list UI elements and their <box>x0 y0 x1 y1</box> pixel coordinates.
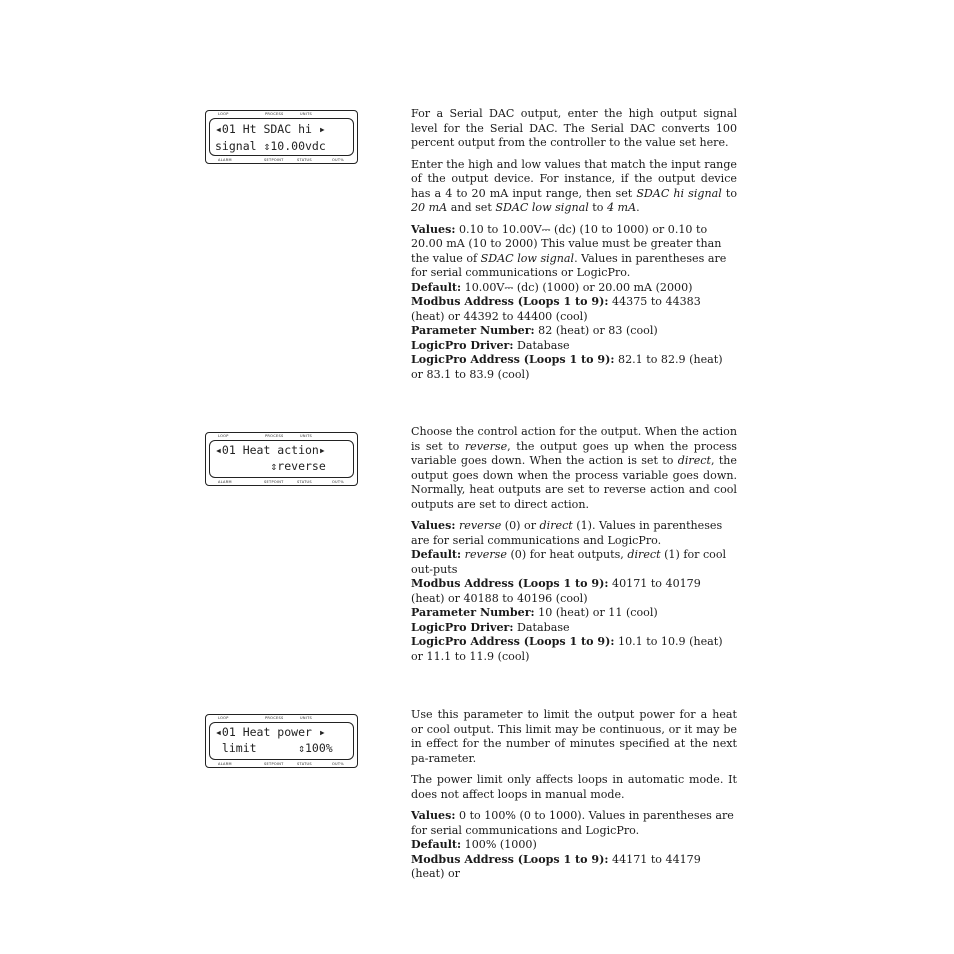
text-run: 10.00V⎓ (dc) (1000) or 20.00 mA (2000) <box>461 280 693 294</box>
lcd-label-units: UNITS <box>300 716 313 720</box>
field-row <box>411 295 737 324</box>
text-run: . <box>636 201 640 214</box>
field-label: Default: <box>411 280 462 294</box>
section-text-heat-power-limit <box>411 708 737 882</box>
lcd-line-2: signal ⇕10.00vdc <box>215 139 326 153</box>
text-run: 0 to 100% (0 to 1000). Values in parentheses are for serial communications and LogicPro. <box>411 809 734 837</box>
text-run: to <box>588 201 607 214</box>
field-label: LogicPro Address (Loops 1 to 9): <box>411 353 615 366</box>
lcd-label-out: OUT% <box>332 762 344 766</box>
field-label: Modbus Address (Loops 1 to 9): <box>411 295 609 308</box>
lcd-label-setpoint: SETPOINT <box>264 480 284 484</box>
lcd-label-loop: LOOP <box>218 716 229 720</box>
lcd-label-alarm: ALARM <box>218 158 232 162</box>
text-run: Database <box>513 620 570 634</box>
emphasis-text: SDAC hi signal <box>636 186 722 200</box>
lcd-line-1: ◂01 Heat action▸ <box>215 443 326 457</box>
text-run: Choose the control action for the output. When the action is set to <box>411 425 737 453</box>
emphasis-text: SDAC low signal <box>480 251 575 265</box>
lcd-label-status: STATUS <box>297 480 312 484</box>
lcd-label-loop: LOOP <box>218 112 229 116</box>
field-row <box>411 577 737 606</box>
field-row <box>411 223 737 281</box>
emphasis-text: direct <box>627 548 661 561</box>
field-row <box>411 353 737 382</box>
text-run: (0) for heat outputs, <box>506 548 628 561</box>
field-row <box>411 809 737 838</box>
text-run: 82 (heat) or 83 (cool) <box>534 324 658 337</box>
paragraph <box>411 708 737 766</box>
field-label: Modbus Address (Loops 1 to 9): <box>411 577 609 590</box>
emphasis-text: reverse <box>459 519 502 532</box>
field-label: Parameter Number: <box>411 606 535 619</box>
field-label: LogicPro Driver: <box>411 338 514 352</box>
text-run: 82.1 to 82.9 (heat) or 83.1 to 83.9 (cool) <box>411 353 723 381</box>
lcd-label-out: OUT% <box>332 480 344 484</box>
field-row <box>411 519 737 548</box>
field-row <box>411 339 737 354</box>
paragraph <box>411 158 737 216</box>
field-list <box>411 519 737 664</box>
paragraph <box>411 773 737 802</box>
field-label: LogicPro Address (Loops 1 to 9): <box>411 635 615 648</box>
emphasis-text: reverse <box>464 548 507 561</box>
lcd-label-units: UNITS <box>300 112 313 116</box>
text-run: and set <box>447 201 496 214</box>
lcd-label-alarm: ALARM <box>218 762 232 766</box>
text-run: The power limit only affects loops in automatic mode. It does not affect loops in manual mode. <box>411 773 737 801</box>
field-label: LogicPro Driver: <box>411 620 514 634</box>
text-run: (0) or <box>501 519 540 532</box>
lcd-label-setpoint: SETPOINT <box>264 158 284 162</box>
text-run: , the output goes down when the process variable goes down. Normally, heat outputs are set to reverse action and cool outputs are set to direct action. <box>411 454 737 511</box>
lcd-label-process: PROCESS <box>265 434 284 438</box>
emphasis-text: SDAC low signal <box>495 201 589 214</box>
lcd-display-heat-action <box>205 432 358 486</box>
section-text-sdac-hi-signal <box>411 107 737 382</box>
lcd-label-process: PROCESS <box>265 112 284 116</box>
lcd-label-loop: LOOP <box>218 434 229 438</box>
section-text-heat-action <box>411 425 737 664</box>
field-row <box>411 606 737 621</box>
lcd-line-1: ◂01 Ht SDAC hi ▸ <box>215 122 326 136</box>
paragraph <box>411 425 737 512</box>
field-label: Values: <box>411 519 456 532</box>
lcd-label-units: UNITS <box>300 434 313 438</box>
text-run: For a Serial DAC output, enter the high output signal level for the Serial DAC. The Serial DAC converts 100 percent output from the controller to the value set here. <box>411 107 737 149</box>
emphasis-text: direct <box>677 454 711 467</box>
text-run: . Values in parentheses are for serial communications or LogicPro. <box>411 251 727 279</box>
field-row <box>411 838 737 853</box>
text-run: Enter the high and low values that match the input range of the output device. For instance, if the output device has a 4 to 20 mA input range, then set <box>411 157 737 200</box>
lcd-line-1: ◂01 Heat power ▸ <box>215 725 326 739</box>
field-row <box>411 635 737 664</box>
field-row <box>411 281 737 296</box>
lcd-label-alarm: ALARM <box>218 480 232 484</box>
field-label: Parameter Number: <box>411 324 535 337</box>
text-run: Use this parameter to limit the output power for a heat or cool output. This limit may be continuous, or it may be in effect for the number of minutes specified at the next pa-rameter. <box>411 708 737 765</box>
field-label: Values: <box>411 222 456 236</box>
lcd-line-2: ⇕reverse <box>215 459 326 473</box>
lcd-line-2: limit ⇕100% <box>215 741 333 755</box>
text-run: 10 (heat) or 11 (cool) <box>534 606 658 619</box>
lcd-label-status: STATUS <box>297 762 312 766</box>
lcd-label-out: OUT% <box>332 158 344 162</box>
text-run: Database <box>513 338 570 352</box>
text-run: 0.10 to 10.00V⎓ (dc) (10 to 1000) or 0.10 to 20.00 mA (10 to 2000) This value must be greater than the value of <box>411 222 722 265</box>
field-label: Values: <box>411 809 456 822</box>
field-label: Default: <box>411 548 462 561</box>
lcd-label-setpoint: SETPOINT <box>264 762 284 766</box>
lcd-display-sdac-hi-signal <box>205 110 358 164</box>
text-run: 100% (1000) <box>461 838 537 851</box>
text-run: , the output goes up when the process variable goes down. When the action is set to <box>411 439 737 467</box>
text-run: (1) for cool out-puts <box>411 548 727 576</box>
field-label: Default: <box>411 838 462 851</box>
field-list <box>411 809 737 882</box>
lcd-display-heat-power-limit <box>205 714 358 768</box>
text-run: 40171 to 40179 (heat) or 40188 to 40196 (cool) <box>411 577 701 605</box>
emphasis-text: direct <box>539 519 573 532</box>
paragraph <box>411 107 737 151</box>
field-row <box>411 324 737 339</box>
lcd-label-status: STATUS <box>297 158 312 162</box>
field-label: Modbus Address (Loops 1 to 9): <box>411 852 609 866</box>
text-run: (1). Values in parentheses are for serial communications and LogicPro. <box>411 519 723 547</box>
field-row <box>411 853 737 882</box>
text-run: 44171 to 44179 (heat) or <box>411 852 701 880</box>
field-row <box>411 621 737 636</box>
text-run: 10.1 to 10.9 (heat) or 11.1 to 11.9 (cool) <box>411 635 723 663</box>
text-run: to <box>721 186 738 200</box>
emphasis-text: 4 mA <box>606 201 637 214</box>
lcd-label-process: PROCESS <box>265 716 284 720</box>
field-list <box>411 223 737 383</box>
emphasis-text: reverse <box>464 439 508 453</box>
field-row <box>411 548 737 577</box>
emphasis-text: 20 mA <box>411 201 448 214</box>
text-run: 44375 to 44383 (heat) or 44392 to 44400 (cool) <box>411 295 701 323</box>
